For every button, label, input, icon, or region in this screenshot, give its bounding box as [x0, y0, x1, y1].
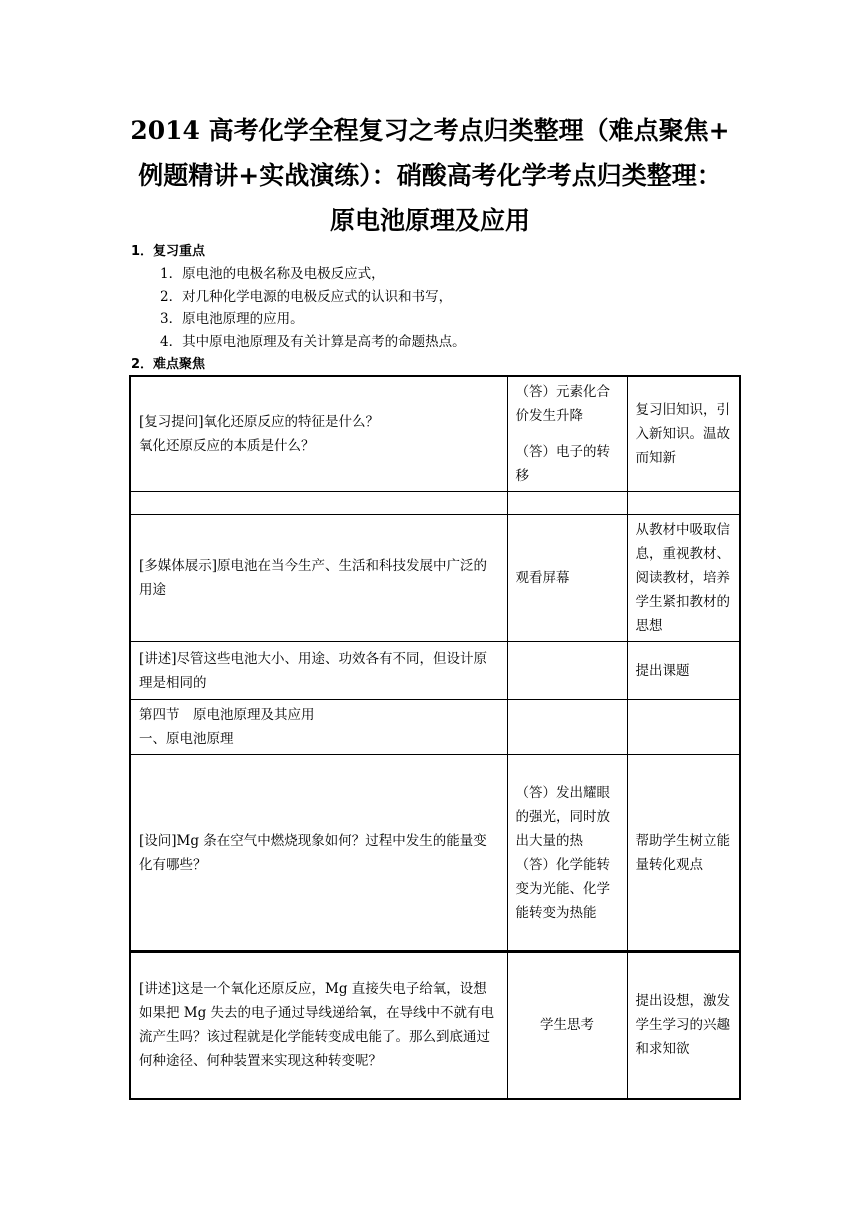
table-row [130, 755, 740, 952]
design-intent-cell: 帮助学生树立能量转化观点 [627, 755, 740, 952]
design-intent-cell [627, 700, 740, 755]
teacher-activity-cell: [多媒体展示]原电池在当今生产、生活和科技发展中广泛的用途 [130, 515, 507, 642]
teacher-activity-cell: [讲述]尽管这些电池大小、用途、功效各有不同，但设计原理是相同的 [130, 642, 507, 700]
title-line-1: 2014 高考化学全程复习之考点归类整理（难点聚焦+ [130, 116, 730, 145]
table-row [130, 700, 740, 755]
title-line-2: 例题精讲+实战演练）：硝酸高考化学考点归类整理： [138, 161, 722, 190]
title-line-3: 原电池原理及应用 [329, 206, 530, 235]
design-intent-cell: 提出设想，激发学生学习的兴趣和求知欲 [627, 952, 740, 1099]
student-activity-cell: （答）元素化合价发生升降 （答）电子的转移 [507, 376, 627, 492]
student-activity-cell: （答）发出耀眼的强光，同时放出大量的热 （答）化学能转变为光能、化学能转变为热能 [507, 755, 627, 952]
student-activity-cell: 学生思考 [507, 952, 627, 1099]
review-point: 2．对几种化学电源的电极反应式的认识和书写， [160, 288, 453, 305]
design-intent-cell: 提出课题 [627, 642, 740, 700]
table-row [130, 642, 740, 700]
student-activity-cell [507, 642, 627, 700]
review-point: 1．原电池的电极名称及电极反应式， [160, 266, 385, 282]
table-row [130, 492, 740, 515]
review-point: 3．原电池原理的应用。 [160, 311, 304, 327]
review-points-list [160, 263, 466, 353]
review-point: 4．其中原电池原理及有关计算是高考的命题热点。 [160, 333, 466, 350]
student-activity-cell [507, 700, 627, 755]
teacher-activity-cell: [复习提问]氧化还原反应的特征是什么？ 氧化还原反应的本质是什么？ [130, 376, 507, 492]
table-row [130, 515, 740, 642]
design-intent-cell: 从教材中吸取信息，重视教材、阅读教材，培养学生紧扣教材的思想 [627, 515, 740, 642]
student-activity-cell [507, 492, 627, 515]
table-row [130, 952, 740, 1099]
teacher-activity-cell: [讲述]这是一个氧化还原反应，Mg 直接失电子给氧，设想如果把 Mg 失去的电子通过导线递给氧，在导线中不就有电流产生吗？该过程就是化学能转变成电能了。那么到底通过何种途径、何种装置来实现这种转变呢？ [130, 952, 507, 1099]
table-row [130, 376, 740, 492]
teacher-activity-cell [130, 492, 507, 515]
teacher-activity-cell: [设问]Mg 条在空气中燃烧现象如何？过程中发生的能量变化有哪些？ [130, 755, 507, 952]
student-activity-cell: 观看屏幕 [507, 515, 627, 642]
design-intent-cell: 复习旧知识，引入新知识。温故而知新 [627, 376, 740, 492]
lesson-table [129, 375, 741, 1100]
section-heading-difficult-points: 2．难点聚焦 [131, 357, 206, 372]
document-title [110, 108, 750, 243]
design-intent-cell [627, 492, 740, 515]
section-heading-review-points: 1．复习重点 [131, 244, 206, 259]
teacher-activity-cell: 第四节 原电池原理及其应用 一、原电池原理 [130, 700, 507, 755]
